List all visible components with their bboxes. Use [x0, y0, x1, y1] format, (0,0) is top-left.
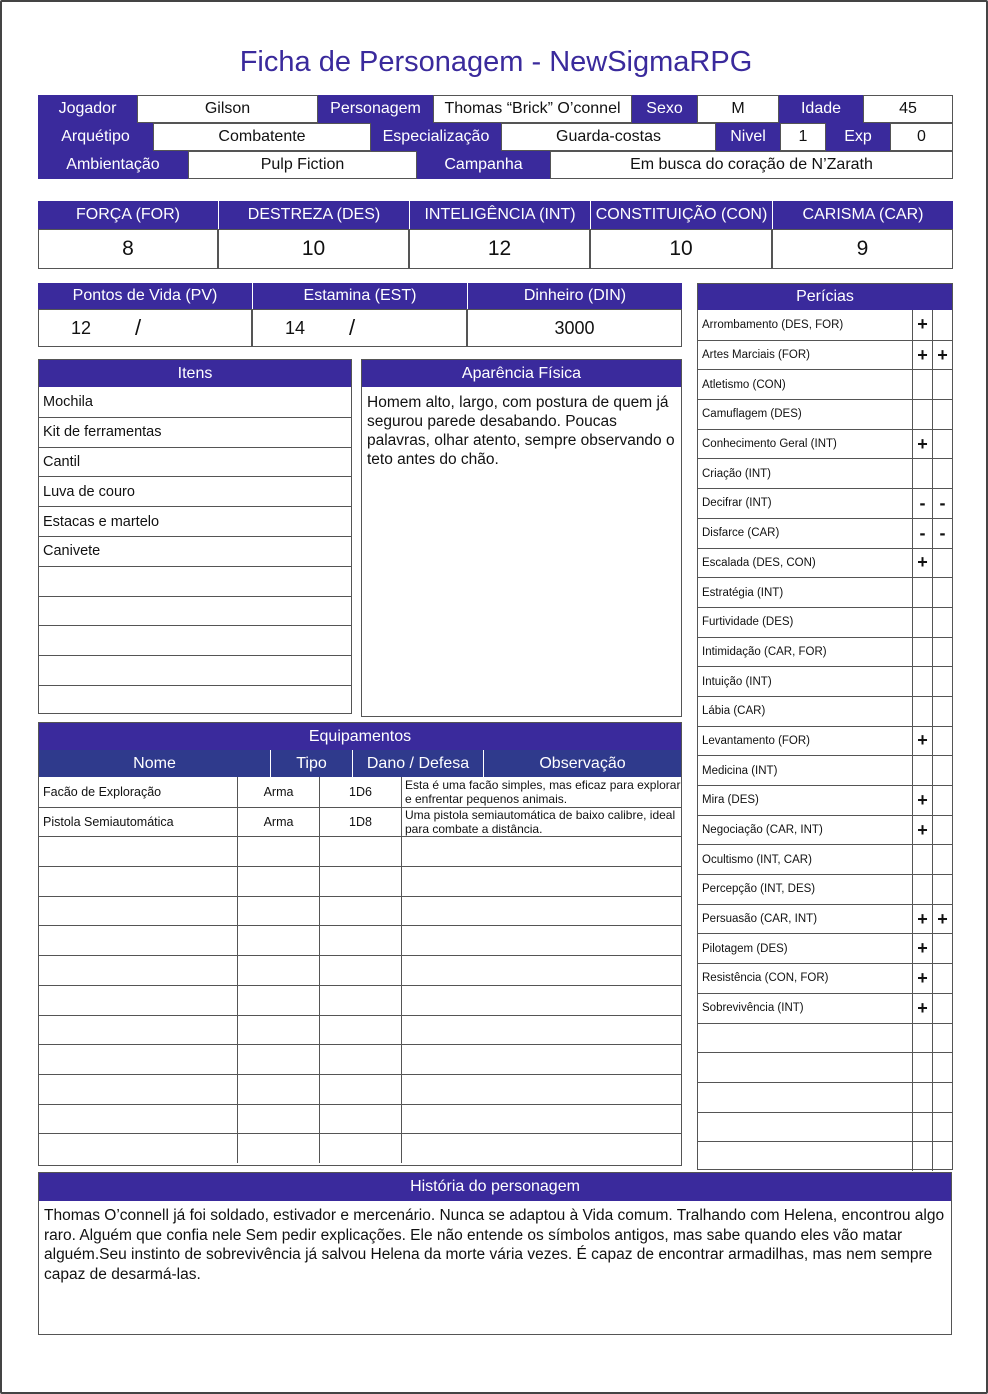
equipamento-row [39, 1074, 681, 1104]
attr-car-label: CARISMA (CAR) [772, 201, 953, 229]
attr-for-label: FORÇA (FOR) [38, 201, 218, 229]
equip-dano-cell[interactable] [319, 926, 401, 955]
idade-label: Idade [779, 95, 863, 123]
pericia-mark-2[interactable]: - [932, 519, 952, 548]
pericia-mark-1[interactable] [912, 578, 932, 607]
equipamentos-rows [39, 777, 681, 1163]
aparencia-header: Aparência Física [362, 360, 681, 387]
pericia-row [698, 755, 952, 785]
equipamentos-columns [39, 750, 681, 777]
personagem-label: Personagem [318, 95, 433, 123]
item-row[interactable] [39, 685, 351, 715]
equip-nome-cell[interactable] [39, 1075, 237, 1104]
equip-dano-cell[interactable] [319, 1016, 401, 1045]
pericia-mark-2[interactable] [932, 697, 952, 726]
pericia-mark-2[interactable] [932, 549, 952, 578]
equip-obs-cell[interactable] [401, 1134, 681, 1163]
pericia-mark-2[interactable] [932, 964, 952, 993]
pericia-mark-1[interactable]: + [912, 816, 932, 845]
equip-dano-cell[interactable] [319, 956, 401, 985]
item-row[interactable]: Estacas e martelo [39, 506, 351, 536]
pericia-mark-2[interactable] [932, 1113, 952, 1142]
pericia-mark-2[interactable]: + [932, 341, 952, 370]
equipamento-row [39, 1104, 681, 1134]
pericia-row [698, 518, 952, 548]
equip-tipo-cell[interactable] [237, 1075, 319, 1104]
sexo-label: Sexo [632, 95, 697, 123]
pericia-row [698, 1052, 952, 1082]
pericia-name: Disfarce (CAR) [702, 527, 780, 540]
pericia-mark-1[interactable]: + [912, 905, 932, 934]
pericias-list [698, 310, 952, 1171]
item-row[interactable]: Cantil [39, 447, 351, 477]
sexo-field[interactable]: M [697, 95, 779, 123]
pericia-mark-2[interactable] [932, 667, 952, 696]
pericia-mark-2[interactable] [932, 786, 952, 815]
nivel-label: Nivel [716, 123, 780, 151]
equip-tipo-cell[interactable] [237, 956, 319, 985]
pericia-mark-1[interactable] [912, 400, 932, 429]
pericia-mark-1[interactable] [912, 459, 932, 488]
pv-label: Pontos de Vida (PV) [38, 283, 252, 309]
pericia-mark-1[interactable]: + [912, 430, 932, 459]
est-label: Estamina (EST) [252, 283, 467, 309]
equip-obs-cell[interactable] [401, 1075, 681, 1104]
pericia-mark-2[interactable]: + [932, 905, 952, 934]
pericia-row [698, 696, 952, 726]
arquetipo-label: Arquétipo [38, 123, 153, 151]
pericia-row [698, 399, 952, 429]
attr-con-label: CONSTITUIÇÃO (CON) [590, 201, 772, 229]
equip-obs-cell[interactable] [401, 837, 681, 866]
campanha-field[interactable]: Em busca do coração de N’Zarath [550, 151, 953, 179]
pericia-mark-1[interactable]: + [912, 964, 932, 993]
ambientacao-field[interactable]: Pulp Fiction [188, 151, 417, 179]
pericia-mark-1[interactable] [912, 370, 932, 399]
pericia-name [698, 1113, 912, 1142]
jogador-field[interactable]: Gilson [137, 95, 318, 123]
personagem-field[interactable]: Thomas “Brick” O’connel [433, 95, 632, 123]
equipamento-row [39, 985, 681, 1015]
equipamento-row [39, 1133, 681, 1163]
pericia-row [698, 1141, 952, 1171]
equip-tipo-cell[interactable] [237, 867, 319, 896]
equip-tipo-cell[interactable]: Arma [237, 777, 319, 807]
itens-panel [38, 359, 352, 714]
equip-dano-cell[interactable] [319, 897, 401, 926]
pericia-mark-2[interactable] [932, 400, 952, 429]
pericia-mark-2[interactable] [932, 430, 952, 459]
pericia-name: Atletismo (CON) [702, 378, 786, 391]
pericia-mark-1[interactable]: - [912, 519, 932, 548]
pericia-name [698, 1083, 912, 1112]
pericia-name: Decifrar (INT) [702, 497, 772, 510]
attr-int-label: INTELIGÊNCIA (INT) [409, 201, 590, 229]
pericia-mark-1[interactable] [912, 756, 932, 785]
pericia-name: Criação (INT) [702, 467, 772, 480]
pericia-row [698, 637, 952, 667]
especializacao-label: Especialização [371, 123, 501, 151]
equip-tipo-cell[interactable] [237, 897, 319, 926]
pericia-mark-2[interactable] [932, 370, 952, 399]
pericia-row [698, 340, 952, 370]
equip-tipo-cell[interactable]: Arma [237, 808, 319, 837]
pericia-name: Persuasão (CAR, INT) [702, 913, 818, 926]
pericia-row [698, 726, 952, 756]
pericias-header: Perícias [698, 284, 952, 310]
pericia-row [698, 844, 952, 874]
equip-dano-cell[interactable] [319, 837, 401, 866]
pericia-mark-2[interactable] [932, 727, 952, 756]
col-observacao: Observação [483, 750, 681, 777]
pericia-name: Intuição (INT) [702, 675, 772, 688]
campanha-label: Campanha [417, 151, 550, 179]
equip-dano-cell[interactable] [319, 1075, 401, 1104]
pericia-mark-1[interactable] [912, 875, 932, 904]
equip-obs-cell[interactable] [401, 867, 681, 896]
equip-obs-cell[interactable]: Uma pistola semiautomática de baixo calibre, ideal para combate a distância. [401, 808, 681, 837]
pericia-mark-1[interactable]: + [912, 934, 932, 963]
attr-car-value[interactable]: 9 [772, 229, 953, 269]
pericia-row [698, 429, 952, 459]
equip-nome-cell[interactable] [39, 897, 237, 926]
equip-dano-cell[interactable] [319, 867, 401, 896]
equip-tipo-cell[interactable] [237, 1134, 319, 1163]
attr-con-value[interactable]: 10 [590, 229, 772, 269]
pericia-row [698, 904, 952, 934]
item-row[interactable] [39, 625, 351, 655]
equip-nome-cell[interactable]: Pistola Semiautomática [43, 815, 174, 830]
pericia-name: Furtividade (DES) [702, 616, 794, 629]
equip-tipo-cell[interactable] [237, 1016, 319, 1045]
din-field[interactable]: 3000 [467, 309, 682, 347]
item-row[interactable] [39, 655, 351, 685]
equipamento-row [39, 836, 681, 866]
ambientacao-label: Ambientação [38, 151, 188, 179]
pericia-mark-2[interactable] [932, 1024, 952, 1053]
attr-des-value[interactable]: 10 [218, 229, 409, 269]
pericia-mark-1[interactable] [912, 697, 932, 726]
equip-tipo-cell[interactable] [237, 1105, 319, 1134]
pericia-row [698, 785, 952, 815]
exp-label: Exp [826, 123, 890, 151]
pericia-mark-1[interactable] [912, 608, 932, 637]
pv-separator: / [135, 315, 142, 340]
pericia-mark-1[interactable] [912, 1083, 932, 1112]
din-label: Dinheiro (DIN) [467, 283, 682, 309]
pericia-name: Resistência (CON, FOR) [702, 972, 829, 985]
equip-tipo-cell[interactable] [237, 1045, 319, 1074]
attributes-block [38, 201, 953, 269]
jogador-label: Jogador [38, 95, 137, 123]
equip-obs-cell[interactable]: Esta é uma facão simples, mas eficaz para explorar e enfrentar pequenos animais. [401, 777, 681, 807]
item-row[interactable]: Luva de couro [39, 476, 351, 506]
item-row[interactable] [39, 566, 351, 596]
col-tipo: Tipo [270, 750, 352, 777]
exp-field[interactable]: 0 [890, 123, 953, 151]
info-block [38, 95, 953, 179]
attr-for-value[interactable]: 8 [38, 229, 218, 269]
equip-dano-cell[interactable] [319, 1045, 401, 1074]
equip-obs-cell[interactable] [401, 1045, 681, 1074]
equip-nome-cell[interactable] [39, 867, 237, 896]
pericia-mark-2[interactable] [932, 1053, 952, 1082]
pericia-row [698, 458, 952, 488]
pericia-name: Mira (DES) [702, 794, 759, 807]
pericia-row [698, 1023, 952, 1053]
pericia-name: Conhecimento Geral (INT) [702, 438, 837, 451]
pericia-name: Lábia (CAR) [702, 705, 766, 718]
pericia-mark-1[interactable] [912, 1024, 932, 1053]
pericia-mark-2[interactable] [932, 1142, 952, 1171]
col-dano: Dano / Defesa [352, 750, 483, 777]
pericia-mark-2[interactable] [932, 994, 952, 1023]
pericia-mark-1[interactable]: + [912, 549, 932, 578]
pericia-row [698, 963, 952, 993]
equipamentos-header: Equipamentos [39, 723, 681, 750]
equip-dano-cell[interactable] [319, 1105, 401, 1134]
equip-obs-cell[interactable] [401, 1016, 681, 1045]
equip-nome-cell[interactable] [39, 1045, 237, 1074]
pericia-name: Percepção (INT, DES) [702, 883, 816, 896]
col-nome: Nome [39, 750, 270, 777]
pericia-mark-2[interactable]: - [932, 489, 952, 518]
est-current: 14 [285, 317, 306, 338]
pericia-mark-1[interactable] [912, 638, 932, 667]
equip-tipo-cell[interactable] [237, 837, 319, 866]
pericia-row [698, 577, 952, 607]
pericia-mark-1[interactable] [912, 1053, 932, 1082]
equipamento-row [39, 1044, 681, 1074]
pericia-name: Arrombamento (DES, FOR) [702, 318, 844, 331]
equip-nome-cell[interactable] [39, 956, 237, 985]
pericia-name [698, 1053, 912, 1082]
pericia-mark-2[interactable] [932, 578, 952, 607]
pericia-name: Intimidação (CAR, FOR) [702, 645, 827, 658]
historia-text[interactable]: Thomas O’connell já foi soldado, estivador e mercenário. Nunca se adaptou à Vida comum. Tralhando com Helena, encontrou algo raro. Alguém que confia nele Sem pedir explicações. Ele não entende os símbolos antigos, mas sabe quando eles vão matar alguém.Seu instinto de sobrevivência já salvou Helena da morte vária vezes. É capaz de encontrar armadilhas, mas nem sempre capaz de desarmá-las. [44, 1207, 945, 1283]
pericia-mark-1[interactable]: + [912, 786, 932, 815]
equip-tipo-cell[interactable] [237, 926, 319, 955]
equip-dano-cell[interactable]: 1D6 [319, 777, 401, 807]
est-field[interactable] [252, 309, 467, 347]
pericia-row [698, 993, 952, 1023]
equipamento-row [39, 925, 681, 955]
equip-obs-cell[interactable] [401, 986, 681, 1015]
equip-obs-cell[interactable] [401, 956, 681, 985]
pericia-name [698, 1024, 912, 1053]
historia-header: História do personagem [39, 1173, 951, 1201]
pericia-mark-1[interactable] [912, 667, 932, 696]
pericia-name: Levantamento (FOR) [702, 734, 811, 747]
item-row[interactable]: Canivete [39, 536, 351, 566]
item-row[interactable]: Mochila [43, 393, 93, 410]
pericia-mark-1[interactable]: + [912, 341, 932, 370]
itens-header: Itens [39, 360, 351, 387]
especializacao-field[interactable]: Guarda-costas [501, 123, 716, 151]
pericia-mark-1[interactable] [912, 1142, 932, 1171]
pericia-row [698, 666, 952, 696]
pericias-panel [697, 283, 953, 1170]
pericia-name: Artes Marciais (FOR) [702, 349, 810, 362]
pericia-name: Ocultismo (INT, CAR) [702, 853, 812, 866]
pericia-name: Medicina (INT) [702, 764, 778, 777]
equip-nome-cell[interactable]: Facão de Exploração [43, 784, 162, 799]
equip-nome-cell[interactable] [39, 1105, 237, 1134]
equip-obs-cell[interactable] [401, 926, 681, 955]
equip-tipo-cell[interactable] [237, 986, 319, 1015]
pericia-row [698, 369, 952, 399]
arquetipo-field[interactable]: Combatente [153, 123, 371, 151]
pericia-row [698, 933, 952, 963]
equip-dano-cell[interactable]: 1D8 [319, 808, 401, 837]
pericia-mark-1[interactable]: + [912, 994, 932, 1023]
equip-nome-cell[interactable] [39, 837, 237, 866]
pericia-row [698, 310, 952, 340]
equipamentos-panel [38, 722, 682, 1166]
pericia-mark-1[interactable]: - [912, 489, 932, 518]
pv-current: 12 [71, 317, 92, 338]
pericia-mark-2[interactable] [932, 638, 952, 667]
equipamento-row [39, 807, 681, 837]
nivel-field[interactable]: 1 [780, 123, 826, 151]
pericia-mark-2[interactable] [932, 459, 952, 488]
attr-des-label: DESTREZA (DES) [218, 201, 409, 229]
itens-list [39, 387, 351, 715]
item-row[interactable] [39, 596, 351, 626]
est-separator: / [349, 315, 356, 340]
pv-field[interactable] [38, 309, 252, 347]
historia-panel [38, 1172, 952, 1335]
idade-field[interactable]: 45 [863, 95, 953, 123]
pericia-row [698, 874, 952, 904]
aparencia-text[interactable]: Homem alto, largo, com postura de quem já segurou parede desabando. Poucas palavras, olhar atento, sempre observando o teto antes do chão. [367, 394, 675, 468]
pericia-mark-1[interactable]: + [912, 310, 932, 340]
equipamento-row [39, 896, 681, 926]
equipamento-row [39, 1015, 681, 1045]
pericia-row [698, 488, 952, 518]
pericia-name: Negociação (CAR, INT) [702, 824, 823, 837]
equip-obs-cell[interactable] [401, 897, 681, 926]
pericia-name: Pilotagem (DES) [702, 942, 788, 955]
pericia-mark-2[interactable] [932, 756, 952, 785]
pericia-name [698, 1142, 912, 1171]
equip-nome-cell[interactable] [39, 1134, 237, 1163]
pericia-mark-2[interactable] [932, 608, 952, 637]
pericia-mark-2[interactable] [932, 816, 952, 845]
equip-nome-cell[interactable] [39, 1016, 237, 1045]
pericia-name: Estratégia (INT) [702, 586, 784, 599]
pericia-row [698, 1082, 952, 1112]
equip-dano-cell[interactable] [319, 986, 401, 1015]
equipamento-row [39, 777, 681, 807]
equip-nome-cell[interactable] [39, 986, 237, 1015]
pericia-mark-2[interactable] [932, 1083, 952, 1112]
pericia-mark-1[interactable]: + [912, 727, 932, 756]
pericia-mark-2[interactable] [932, 310, 952, 340]
item-row[interactable]: Kit de ferramentas [39, 417, 351, 447]
equipamento-row [39, 955, 681, 985]
pericia-row [698, 815, 952, 845]
pericia-name: Escalada (DES, CON) [702, 556, 816, 569]
equip-dano-cell[interactable] [319, 1134, 401, 1163]
pericia-mark-2[interactable] [932, 875, 952, 904]
resources-block [38, 283, 682, 347]
pericia-mark-1[interactable] [912, 1113, 932, 1142]
pericia-name: Camuflagem (DES) [702, 408, 802, 421]
pericia-mark-2[interactable] [932, 845, 952, 874]
pericia-row [698, 607, 952, 637]
aparencia-panel [361, 359, 682, 717]
pericia-mark-2[interactable] [932, 934, 952, 963]
pericia-mark-1[interactable] [912, 845, 932, 874]
equip-nome-cell[interactable] [39, 926, 237, 955]
attr-int-value[interactable]: 12 [409, 229, 590, 269]
pericia-row [698, 548, 952, 578]
pericia-name: Sobrevivência (INT) [702, 1002, 804, 1015]
page-title: Ficha de Personagem - NewSigmaRPG [239, 46, 753, 78]
pericia-row [698, 1112, 952, 1142]
equipamento-row [39, 866, 681, 896]
equip-obs-cell[interactable] [401, 1105, 681, 1134]
